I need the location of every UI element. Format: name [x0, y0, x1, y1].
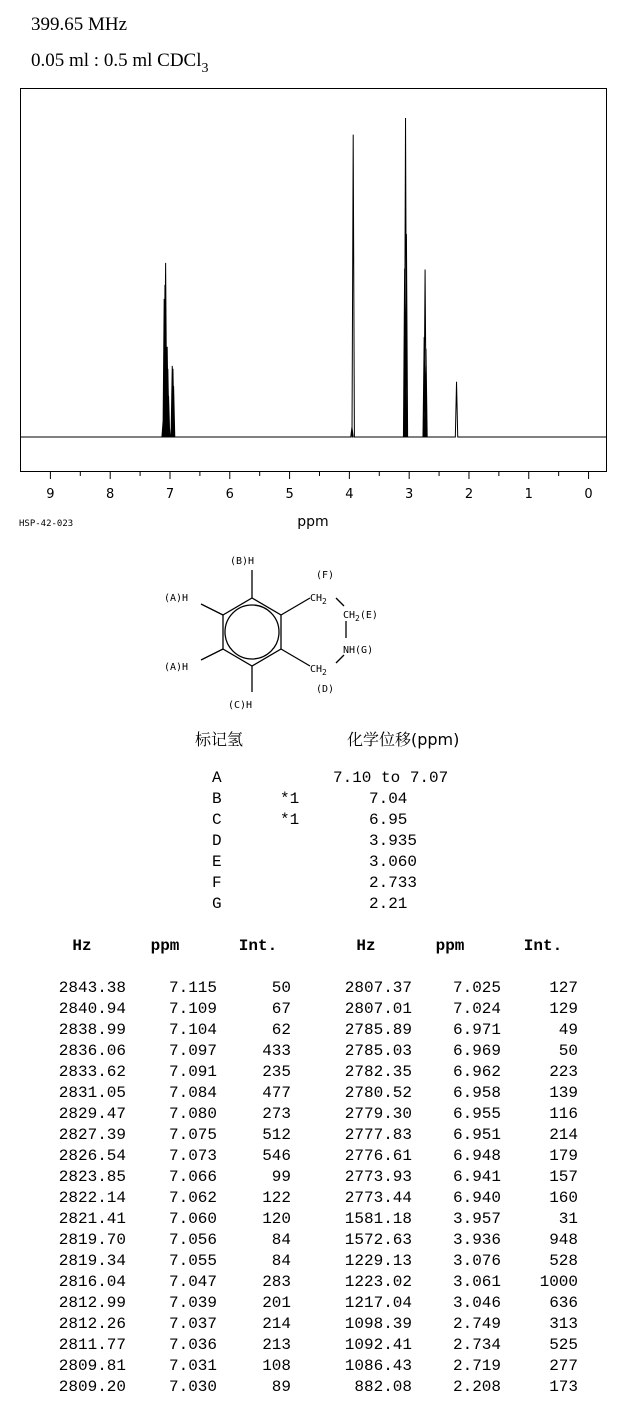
- peak-ppm: 7.055: [168, 1252, 217, 1270]
- label-bh: (B)H: [230, 556, 255, 567]
- peak-int: 528: [549, 1252, 578, 1270]
- peak-hz: 1217.04: [344, 1294, 412, 1312]
- peak-hz: 2812.99: [58, 1294, 126, 1312]
- peak-int: 31: [558, 1210, 578, 1228]
- peak-int: 129: [549, 1000, 578, 1018]
- peak-row: [0, 1336, 626, 1357]
- shift-label: E: [212, 853, 222, 871]
- peak-hz: 2822.14: [58, 1189, 126, 1207]
- peak-ppm: 3.061: [452, 1273, 501, 1291]
- peak-ppm: 2.719: [452, 1357, 501, 1375]
- peak-int: 512: [262, 1126, 291, 1144]
- aromatic-circle: [225, 605, 279, 659]
- peak-hz: 2807.01: [344, 1000, 412, 1018]
- shift-value: 3.060: [369, 853, 418, 871]
- peak-int: 89: [271, 1378, 291, 1396]
- peak-col-header: ppm: [435, 937, 465, 955]
- peak-int: 84: [271, 1252, 291, 1270]
- x-tick-label: 2: [464, 487, 474, 502]
- peak-ppm: 7.075: [168, 1126, 217, 1144]
- peak-int: 120: [262, 1210, 291, 1228]
- peak-int: 127: [549, 979, 578, 997]
- molecule-structure: [150, 548, 410, 713]
- peak-hz: 1223.02: [344, 1273, 412, 1291]
- sample-concentration-subscript: 3: [201, 61, 209, 76]
- shift-table-header-shift: 化学位移(ppm): [347, 730, 460, 749]
- x-tick-label: 7: [165, 487, 175, 502]
- x-tick-label: 0: [584, 487, 593, 502]
- peak-hz: 2807.37: [344, 979, 412, 997]
- label-ah1: (A)H: [164, 593, 189, 604]
- shift-row: [0, 790, 626, 811]
- peak-row: [0, 1357, 626, 1378]
- label-ch2-e: $CH_2(E)$: [343, 610, 378, 623]
- label-ch: (C)H: [228, 700, 253, 711]
- peak-int: 157: [549, 1168, 578, 1186]
- peak-int: 108: [262, 1357, 291, 1375]
- shift-value: 2.21: [369, 895, 408, 913]
- peak-row: [0, 1231, 626, 1252]
- peak-hz: 2809.81: [58, 1357, 126, 1375]
- peak-int: 173: [549, 1378, 578, 1396]
- peak-hz: 2843.38: [58, 979, 126, 997]
- peak-hz: 2827.39: [58, 1126, 126, 1144]
- peak-int: 235: [262, 1063, 291, 1081]
- x-axis-tick-labels: [46, 487, 592, 502]
- shift-label: A: [212, 769, 222, 787]
- peak-int: 546: [262, 1147, 291, 1165]
- peak-ppm: 3.936: [452, 1231, 501, 1249]
- bond-ha1: [201, 604, 223, 615]
- shift-table-header-hydrogen: 标记氢: [195, 730, 244, 749]
- bond-cf: [281, 598, 310, 615]
- peak-hz: 2838.99: [58, 1021, 126, 1039]
- label-nh: NH(G): [343, 645, 374, 656]
- peak-ppm: 6.948: [452, 1147, 501, 1165]
- shift-label: D: [212, 832, 222, 850]
- peak-ppm: 7.060: [168, 1210, 217, 1228]
- peak-hz: 1092.41: [344, 1336, 412, 1354]
- peak-int: 67: [271, 1000, 291, 1018]
- peak-ppm: 7.037: [168, 1315, 217, 1333]
- peak-int: 99: [271, 1168, 291, 1186]
- shift-note: *1: [280, 790, 300, 808]
- peak-row: [0, 1126, 626, 1147]
- shift-row: [0, 832, 626, 853]
- peak-ppm: 2.208: [452, 1378, 501, 1396]
- nmr-spectrum-chart: [0, 0, 626, 540]
- peak-hz: 2831.05: [58, 1084, 126, 1102]
- peak-ppm: 7.056: [168, 1231, 217, 1249]
- peak-hz: 1581.18: [344, 1210, 412, 1228]
- x-tick-label: 6: [225, 487, 234, 502]
- bond-gd: [336, 655, 344, 663]
- peak-ppm: 7.025: [452, 979, 501, 997]
- label-d: (D): [316, 684, 335, 695]
- peak-ppm: 3.046: [452, 1294, 501, 1312]
- shift-row: [0, 874, 626, 895]
- peak-ppm: 7.024: [452, 1000, 501, 1018]
- peak-ppm: 2.734: [452, 1336, 501, 1354]
- peak-int: 116: [549, 1105, 578, 1123]
- peak-ppm: 7.109: [168, 1000, 217, 1018]
- peak-hz: 1098.39: [344, 1315, 412, 1333]
- peak-hz: 2780.52: [344, 1084, 412, 1102]
- peak-int: 201: [262, 1294, 291, 1312]
- peak-ppm: 6.940: [452, 1189, 501, 1207]
- peak-int: 139: [549, 1084, 578, 1102]
- peak-row: [0, 1210, 626, 1231]
- peak-int: 283: [262, 1273, 291, 1291]
- peak-int: 214: [549, 1126, 578, 1144]
- peak-ppm: 7.039: [168, 1294, 217, 1312]
- shift-row: [0, 769, 626, 790]
- shift-label: B: [212, 790, 222, 808]
- x-tick-label: 5: [285, 487, 294, 502]
- peak-int: 213: [262, 1336, 291, 1354]
- peak-col-header: Int.: [523, 937, 563, 955]
- peak-ppm: 7.062: [168, 1189, 217, 1207]
- peak-ppm: 6.962: [452, 1063, 501, 1081]
- shift-value: 3.935: [369, 832, 418, 850]
- peak-ppm: 7.030: [168, 1378, 217, 1396]
- peak-row: [0, 1189, 626, 1210]
- x-tick-label: 3: [405, 487, 414, 502]
- shift-row: [0, 811, 626, 832]
- peak-row: [0, 1021, 626, 1042]
- shift-row: [0, 853, 626, 874]
- peak-ppm: 6.951: [452, 1126, 501, 1144]
- peak-hz: 2821.41: [58, 1210, 126, 1228]
- peak-ppm: 7.036: [168, 1336, 217, 1354]
- label-ch2-d: $CH_2$: [310, 664, 327, 677]
- peak-hz: 2826.54: [58, 1147, 126, 1165]
- peak-hz: 2785.89: [344, 1021, 412, 1039]
- peak-row: [0, 979, 626, 1000]
- shift-row: [0, 895, 626, 916]
- peak-col-header: Hz: [72, 937, 92, 955]
- x-axis-label: ppm: [297, 514, 329, 530]
- peak-int: 273: [262, 1105, 291, 1123]
- label-f: (F): [316, 570, 335, 581]
- peak-ppm: 2.749: [452, 1315, 501, 1333]
- shift-value: 7.10 to 7.07: [333, 769, 449, 787]
- peak-int: 313: [549, 1315, 578, 1333]
- peak-int: 49: [558, 1021, 578, 1039]
- peak-row: [0, 1315, 626, 1336]
- peak-ppm: 7.097: [168, 1042, 217, 1060]
- peak-ppm: 7.080: [168, 1105, 217, 1123]
- peak-hz: 2773.44: [344, 1189, 412, 1207]
- peak-ppm: 6.969: [452, 1042, 501, 1060]
- peak-ppm: 7.073: [168, 1147, 217, 1165]
- peak-hz: 2836.06: [58, 1042, 126, 1060]
- shift-label: G: [212, 895, 222, 913]
- peak-col-header: Hz: [356, 937, 376, 955]
- shift-value: 7.04: [369, 790, 408, 808]
- peak-hz: 2812.26: [58, 1315, 126, 1333]
- peak-int: 277: [549, 1357, 578, 1375]
- label-ch2-f: $CH_2$: [310, 593, 327, 606]
- x-tick-label: 1: [524, 487, 533, 502]
- peak-int: 477: [262, 1084, 291, 1102]
- peak-ppm: 7.084: [168, 1084, 217, 1102]
- peak-row: [0, 1084, 626, 1105]
- peak-hz: 2833.62: [58, 1063, 126, 1081]
- peak-hz: 2782.35: [344, 1063, 412, 1081]
- shift-value: 6.95: [369, 811, 408, 829]
- peak-hz: 2829.47: [58, 1105, 126, 1123]
- peak-int: 948: [549, 1231, 578, 1249]
- peak-ppm: 7.066: [168, 1168, 217, 1186]
- spectrometer-frequency: 399.65 MHz: [31, 14, 128, 35]
- peak-ppm: 3.076: [452, 1252, 501, 1270]
- peak-ppm: 6.941: [452, 1168, 501, 1186]
- peak-hz: 2779.30: [344, 1105, 412, 1123]
- peak-ppm: 7.031: [168, 1357, 217, 1375]
- peak-int: 525: [549, 1336, 578, 1354]
- peak-int: 636: [549, 1294, 578, 1312]
- peak-row: [0, 1000, 626, 1021]
- peak-hz: 2819.70: [58, 1231, 126, 1249]
- peak-col-header: Int.: [238, 937, 278, 955]
- peak-int: 50: [271, 979, 291, 997]
- peak-ppm: 7.115: [168, 979, 217, 997]
- shift-label: C: [212, 811, 222, 829]
- spectrum-id: HSP-42-023: [19, 519, 74, 529]
- peak-hz: 2823.85: [58, 1168, 126, 1186]
- peak-ppm: 6.958: [452, 1084, 501, 1102]
- bond-fe: [336, 598, 344, 606]
- peak-hz: 1572.63: [344, 1231, 412, 1249]
- label-ah2: (A)H: [164, 662, 189, 673]
- x-axis-ticks: [50, 472, 588, 480]
- peak-row: [0, 1063, 626, 1084]
- peak-hz: 2785.03: [344, 1042, 412, 1060]
- peak-hz: 2809.20: [58, 1378, 126, 1396]
- peak-col-header: ppm: [150, 937, 180, 955]
- peak-int: 50: [558, 1042, 578, 1060]
- peak-ppm: 3.957: [452, 1210, 501, 1228]
- peak-hz: 2816.04: [58, 1273, 126, 1291]
- peak-ppm: 7.091: [168, 1063, 217, 1081]
- x-tick-label: 8: [106, 487, 115, 502]
- peak-hz: 1086.43: [344, 1357, 412, 1375]
- peak-int: 433: [262, 1042, 291, 1060]
- peak-hz: 1229.13: [344, 1252, 412, 1270]
- peak-row: [0, 1147, 626, 1168]
- peak-int: 160: [549, 1189, 578, 1207]
- peak-hz: 882.08: [354, 1378, 412, 1396]
- peak-row: [0, 1168, 626, 1189]
- peak-int: 1000: [539, 1273, 578, 1291]
- shift-note: *1: [280, 811, 300, 829]
- peak-hz: 2840.94: [58, 1000, 126, 1018]
- peak-int: 84: [271, 1231, 291, 1249]
- benzene-ring: [223, 598, 281, 666]
- peak-hz: 2777.83: [344, 1126, 412, 1144]
- peak-int: 179: [549, 1147, 578, 1165]
- peak-row: [0, 1273, 626, 1294]
- peak-row: [0, 1294, 626, 1315]
- peak-hz: 2819.34: [58, 1252, 126, 1270]
- bond-cd: [281, 649, 310, 666]
- peak-ppm: 7.047: [168, 1273, 217, 1291]
- peak-int: 223: [549, 1063, 578, 1081]
- shift-label: F: [212, 874, 222, 892]
- sample-concentration-main: 0.05 ml : 0.5 ml CDCl: [31, 50, 202, 71]
- bond-ha2: [201, 649, 223, 660]
- peak-hz: 2811.77: [58, 1336, 126, 1354]
- peak-hz: 2776.61: [344, 1147, 412, 1165]
- plot-frame: [21, 89, 607, 472]
- peak-ppm: 6.955: [452, 1105, 501, 1123]
- peak-row: [0, 1252, 626, 1273]
- spectrum-trace: [21, 118, 607, 437]
- peak-hz: 2773.93: [344, 1168, 412, 1186]
- shift-value: 2.733: [369, 874, 418, 892]
- peak-row: [0, 1105, 626, 1126]
- peak-int: 62: [271, 1021, 291, 1039]
- x-tick-label: 9: [46, 487, 55, 502]
- peak-row: [0, 1042, 626, 1063]
- peak-ppm: 7.104: [168, 1021, 217, 1039]
- peak-int: 214: [262, 1315, 291, 1333]
- peak-ppm: 6.971: [452, 1021, 501, 1039]
- peak-int: 122: [262, 1189, 291, 1207]
- peak-row: [0, 1378, 626, 1399]
- x-tick-label: 4: [345, 487, 354, 502]
